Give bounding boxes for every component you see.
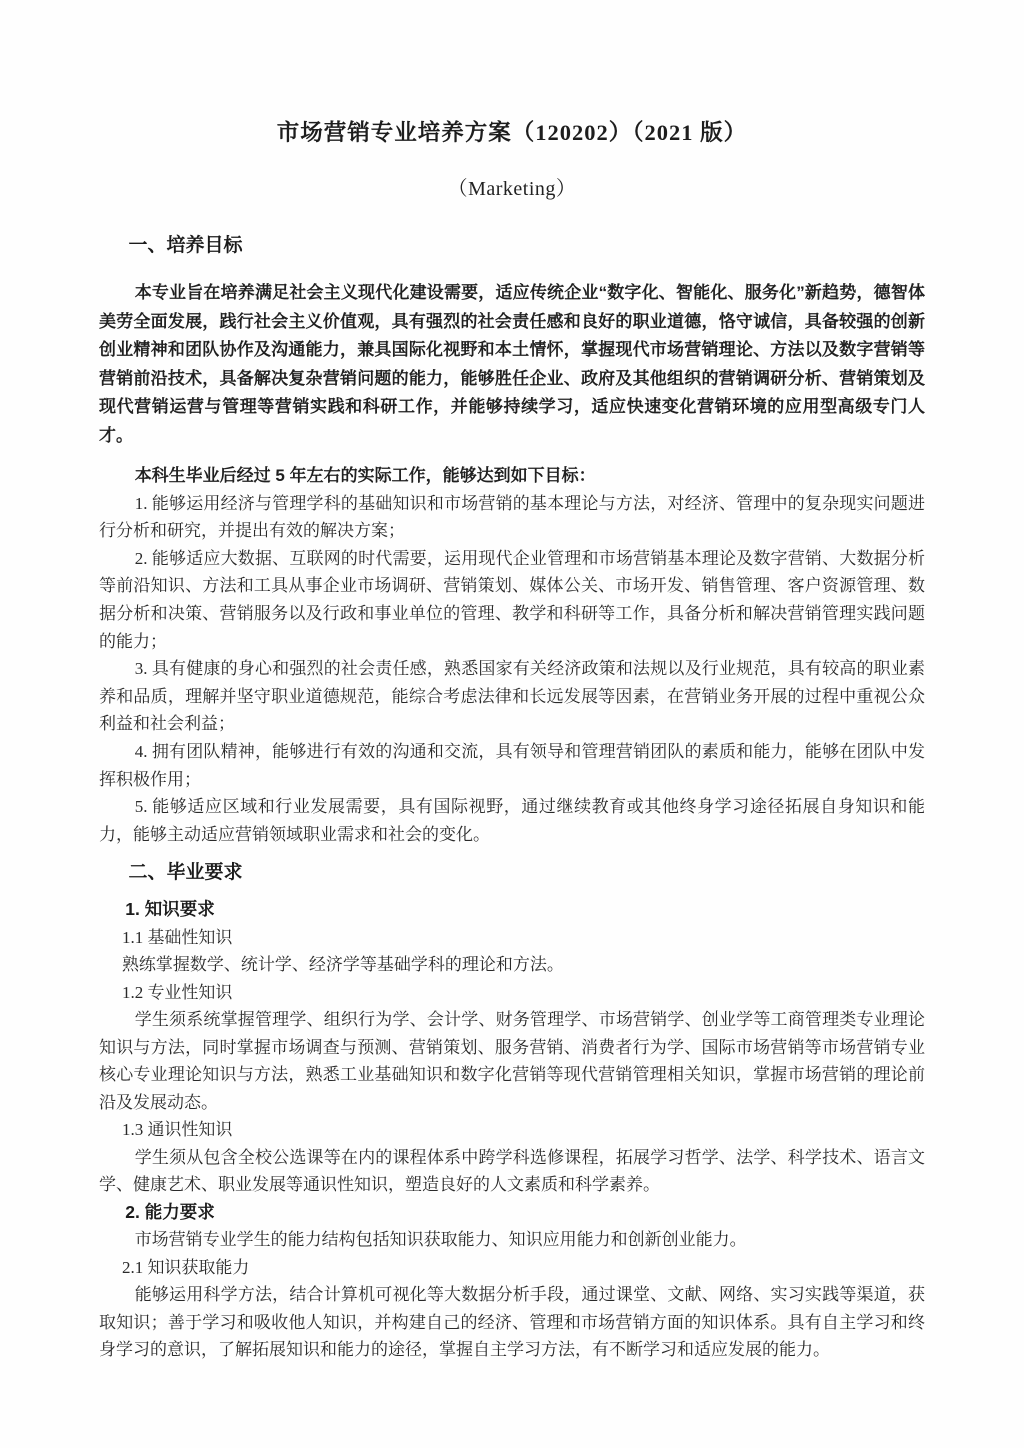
subsection-heading-ability: 2. 能力要求 — [125, 1201, 215, 1222]
knowledge-item-3-body: 学生须从包含全校公选课等在内的课程体系中跨学科选修课程，拓展学习哲学、法学、科学技术、语言文学、健康艺术、职业发展等通识性知识，塑造良好的人文素质和科学素养。 — [99, 1147, 925, 1195]
goal-item-1: 1. 能够运用经济与管理学科的基础知识和市场营销的基本理论与方法，对经济、管理中的复杂现实问题进行分析和研究，并提出有效的解决方案； — [99, 493, 925, 541]
knowledge-item-2-body: 学生须系统掌握管理学、组织行为学、会计学、财务管理学、市场营销学、创业学等工商管理类专业理论知识与方法，同时掌握市场调查与预测、营销策划、服务营销、消费者行为学、国际市场营销等市场营销专业核心专业理论知识与方法，熟悉工业基础知识和数字化营销等现代营销管理相关知识，掌握市场营销的理论前沿及发展动态。 — [99, 1010, 925, 1112]
knowledge-item-3-label: 1.3 通识性知识 — [121, 1120, 233, 1140]
objectives-intro-paragraph: 本专业旨在培养满足社会主义现代化建设需要，适应传统企业“数字化、智能化、服务化”新趋势，德智体美劳全面发展，践行社会主义价值观，具有强烈的社会责任感和良好的职业道德，恪守诚信，具备较强的创新创业精神和团队协作及沟通能力，兼具国际化视野和本土情怀，掌握现代市场营销理论、方法以及数字营销等营销前沿技术，具备解决复杂营销问题的能力，能够胜任企业、政府及其他组织的营销调研分析、营销策划及现代营销运营与管理等营销实践和科研工作，并能够持续学习，适应快速变化营销环境的应用型高级专门人才。 — [99, 283, 925, 445]
graduation-requirements-body — [99, 896, 925, 1364]
goal-item-2: 2. 能够适应大数据、互联网的时代需要，运用现代企业管理和市场营销基本理论及数字营销、大数据分析等前沿知识、方法和工具从事企业市场调研、营销策划、媒体公关、市场开发、销售管理、客户资源管理、数据分析和决策、营销服务以及行政和事业单位的管理、教学和科研等工作，具备分析和解决营销管理实践问题的能力； — [99, 548, 925, 651]
knowledge-item-2-label: 1.2 专业性知识 — [121, 982, 233, 1002]
ability-item-1-body: 能够运用科学方法，结合计算机可视化等大数据分析手段，通过课堂、文献、网络、实习实践等渠道，获取知识；善于学习和吸收他人知识，并构建自己的经济、管理和市场营销方面的知识体系。具有自主学习和终身学习的意识，了解拓展知识和能力的途径，掌握自主学习方法，有不断学习和适应发展的能力。 — [99, 1285, 925, 1360]
ability-intro: 市场营销专业学生的能力结构包括知识获取能力、知识应用能力和创新创业能力。 — [134, 1230, 747, 1250]
document-subtitle-english: （Marketing） — [447, 178, 577, 200]
goal-item-4: 4. 拥有团队精神，能够进行有效的沟通和交流，具有领导和管理营销团队的素质和能力，能够在团队中发挥积极作用； — [99, 741, 925, 789]
ability-item-1-label: 2.1 知识获取能力 — [121, 1257, 250, 1277]
knowledge-item-1-body: 熟练掌握数学、统计学、经济学等基础学科的理论和方法。 — [121, 955, 564, 975]
section-heading-training-objectives: 一、培养目标 — [128, 235, 243, 256]
section-heading-graduation-requirements: 二、毕业要求 — [128, 862, 243, 884]
goal-item-5: 5. 能够适应区域和行业发展需要，具有国际视野，通过继续教育或其他终身学习途径拓展自身知识和能力，能够主动适应营销领域职业需求和社会的变化。 — [99, 797, 925, 844]
knowledge-item-1-label: 1.1 基础性知识 — [121, 927, 233, 947]
subsection-heading-knowledge: 1. 知识要求 — [125, 899, 215, 920]
document-title: 市场营销专业培养方案（120202）（2021 版） — [276, 120, 748, 145]
goals-lead-sentence: 本科生毕业后经过 5 年左右的实际工作，能够达到如下目标： — [134, 466, 596, 485]
goal-item-3: 3. 具有健康的身心和强烈的社会责任感，熟悉国家有关经济政策和法规以及行业规范，具有较高的职业素养和品质，理解并坚守职业道德规范，能综合考虑法律和长远发展等因素，在营销业务开展的过程中重视公众利益和社会利益； — [99, 659, 925, 734]
